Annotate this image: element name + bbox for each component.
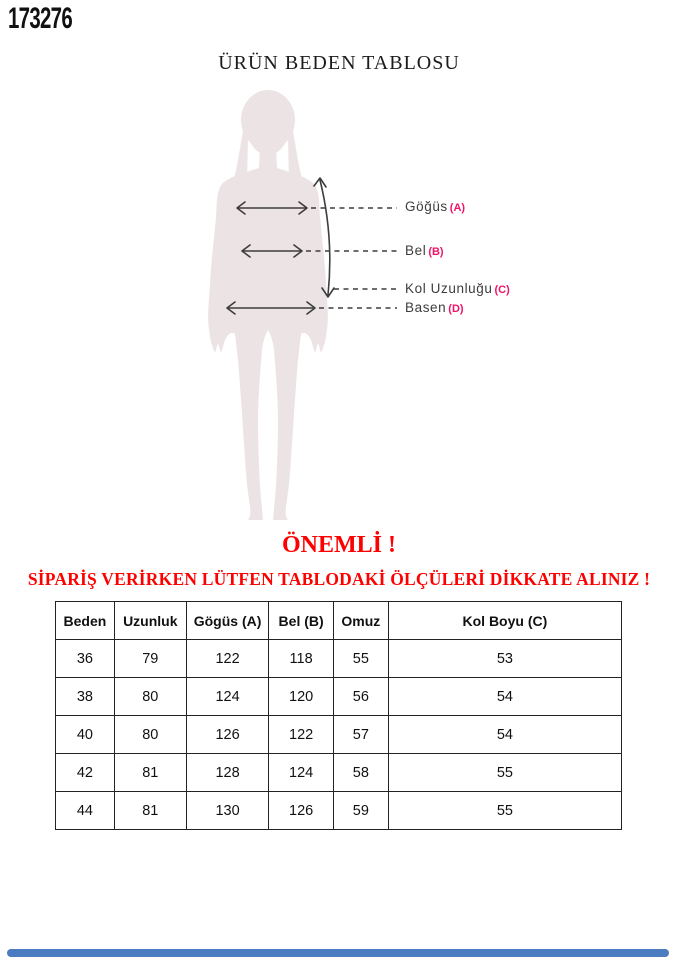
label-hip — [405, 300, 464, 315]
size-table — [55, 601, 622, 830]
size-cell: 120 — [269, 678, 334, 716]
size-cell: 40 — [56, 716, 115, 754]
size-cell: 53 — [388, 640, 621, 678]
table-row — [56, 754, 622, 792]
body-measurement-diagram — [0, 85, 678, 535]
label-waist-text: Bel — [405, 243, 427, 258]
label-waist — [405, 243, 444, 258]
size-cell: 54 — [388, 678, 621, 716]
order-warning-text: SİPARİŞ VERİRKEN LÜTFEN TABLODAKİ ÖLÇÜLERİ DİKKATE ALINIZ ! — [27, 569, 651, 589]
size-cell: 79 — [114, 640, 186, 678]
size-cell: 122 — [269, 716, 334, 754]
silhouette-figure-graphic — [0, 85, 678, 535]
size-cell: 122 — [186, 640, 269, 678]
size-cell: 80 — [114, 678, 186, 716]
horizontal-scrollbar-thumb[interactable] — [7, 949, 669, 957]
table-row — [56, 640, 622, 678]
size-cell: 118 — [269, 640, 334, 678]
column-header: Bel (B) — [269, 602, 334, 640]
page-title: ÜRÜN BEDEN TABLOSU — [218, 52, 460, 74]
size-cell: 42 — [56, 754, 115, 792]
size-cell: 124 — [269, 754, 334, 792]
size-cell: 44 — [56, 792, 115, 830]
label-hip-text: Basen — [405, 300, 447, 315]
table-row — [56, 792, 622, 830]
size-cell: 56 — [333, 678, 388, 716]
column-header: Beden — [56, 602, 115, 640]
size-cell: 59 — [333, 792, 388, 830]
size-cell: 55 — [333, 640, 388, 678]
size-cell: 81 — [114, 792, 186, 830]
label-waist-letter: (B) — [428, 246, 444, 258]
label-hip-letter: (D) — [448, 303, 464, 315]
size-cell: 54 — [388, 716, 621, 754]
size-cell: 55 — [388, 754, 621, 792]
table-row — [56, 678, 622, 716]
size-cell: 81 — [114, 754, 186, 792]
product-code: 173276 — [8, 2, 72, 35]
column-header: Uzunluk — [114, 602, 186, 640]
size-table-body — [56, 640, 622, 830]
column-header: Omuz — [333, 602, 388, 640]
label-chest — [405, 199, 465, 214]
size-table-header — [56, 602, 622, 640]
label-chest-text: Göğüs — [405, 199, 448, 214]
column-header: Kol Boyu (C) — [388, 602, 621, 640]
label-arm-length-letter: (C) — [494, 284, 510, 296]
size-cell: 55 — [388, 792, 621, 830]
size-cell: 126 — [269, 792, 334, 830]
size-cell: 58 — [333, 754, 388, 792]
label-arm-length-text: Kol Uzunluğu — [405, 281, 493, 296]
header-row — [56, 602, 622, 640]
size-cell: 57 — [333, 716, 388, 754]
label-chest-letter: (A) — [449, 202, 466, 214]
size-cell: 36 — [56, 640, 115, 678]
size-cell: 130 — [186, 792, 269, 830]
size-cell: 128 — [186, 754, 269, 792]
column-header: Gögüs (A) — [186, 602, 269, 640]
table-row — [56, 716, 622, 754]
size-cell: 124 — [186, 678, 269, 716]
important-heading: ÖNEMLİ ! — [282, 532, 396, 558]
label-arm-length — [405, 281, 510, 296]
size-cell: 80 — [114, 716, 186, 754]
size-cell: 38 — [56, 678, 115, 716]
size-cell: 126 — [186, 716, 269, 754]
